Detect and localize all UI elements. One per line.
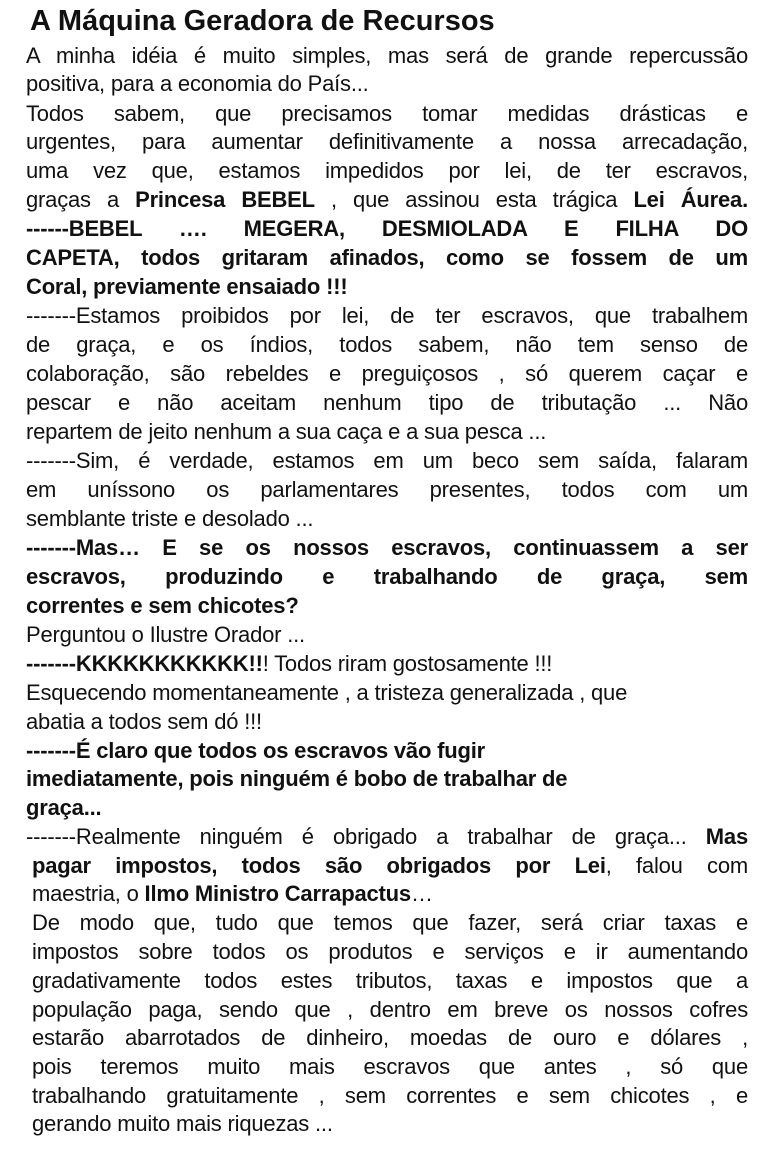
text-line: de graça, e os índios, todos sabem, não tem senso de — [26, 332, 748, 357]
text-line: A minha idéia é muito simples, mas será de grande repercussão — [26, 43, 748, 68]
text-line: -------Sim, é verdade, estamos em um beco sem saída, falaram — [26, 448, 748, 473]
text-line: trabalhando gratuitamente , sem correntes e sem chicotes , e — [32, 1083, 748, 1108]
bold-run: -------KKKKKKKKKKK!! — [26, 651, 263, 676]
text-line: -------Estamos proibidos por lei, de ter escravos, que trabalhem — [26, 303, 748, 328]
text-line: colaboração, são rebeldes e preguiçosos , só querem caçar e — [26, 361, 748, 386]
text-line: imediatamente, pois ninguém é bobo de trabalhar de — [26, 766, 568, 791]
text-line: gerando muito mais riquezas ... — [32, 1111, 333, 1136]
text-line: positiva, para a economia do País... — [26, 71, 369, 96]
text-line: Perguntou o Ilustre Orador ... — [26, 622, 305, 647]
page-title: A Máquina Geradora de Recursos — [30, 5, 495, 37]
text-line — [32, 880, 748, 908]
text-line — [26, 186, 748, 214]
text-line: ------BEBEL …. MEGERA, DESMIOLADA E FILHA DO — [26, 216, 748, 241]
bold-run: Princesa BEBEL — [135, 187, 315, 212]
text-run: -------Realmente ninguém é obrigado a trabalhar de graça... — [26, 824, 706, 849]
text-run: … — [410, 881, 433, 906]
bold-run: Ilmo Ministro Carrapactus — [144, 881, 411, 906]
text-run: , que assinou esta trágica — [314, 187, 634, 212]
text-run: maestria, o — [32, 881, 145, 906]
text-line: impostos sobre todos os produtos e serviços e ir aumentando — [32, 939, 748, 964]
text-line: CAPETA, todos gritaram afinados, como se fossem de um — [26, 245, 748, 270]
text-line — [26, 650, 748, 678]
text-line: estarão abarrotados de dinheiro, moedas de ouro e dólares , — [32, 1025, 748, 1050]
text-line: população paga, sendo que , dentro em breve os nossos cofres — [32, 997, 748, 1022]
text-line: correntes e sem chicotes? — [26, 593, 299, 618]
bold-run: Lei Áurea. — [633, 187, 749, 212]
text-run: , falou com — [605, 853, 748, 878]
text-line: pois teremos muito mais escravos que antes , só que — [32, 1054, 748, 1079]
text-line: gradativamente todos estes tributos, taxas e impostos que a — [32, 968, 748, 993]
text-line: Esquecendo momentaneamente , a tristeza generalizada , que — [26, 680, 628, 705]
text-line: Coral, previamente ensaiado !!! — [26, 274, 348, 299]
text-line: uma vez que, estamos impedidos por lei, de ter escravos, — [26, 158, 748, 183]
text-line: urgentes, para aumentar definitivamente a nossa arrecadação, — [26, 129, 748, 154]
text-run: ! Todos riram gostosamente !!! — [262, 651, 553, 676]
text-line: De modo que, tudo que temos que fazer, será criar taxas e — [32, 910, 748, 935]
text-run: graças a — [26, 187, 136, 212]
text-line: abatia a todos sem dó !!! — [26, 709, 262, 734]
text-line — [32, 852, 748, 880]
text-line: em uníssono os parlamentares presentes, todos com um — [26, 477, 748, 502]
text-line: graça... — [26, 795, 102, 820]
bold-run: pagar impostos, todos são obrigados por Lei — [32, 853, 606, 878]
text-line — [26, 823, 748, 851]
text-line: pescar e não aceitam nenhum tipo de tributação ... Não — [26, 390, 748, 415]
text-line: semblante triste e desolado ... — [26, 506, 314, 531]
text-line: Todos sabem, que precisamos tomar medidas drásticas e — [26, 101, 748, 126]
text-line: repartem de jeito nenhum a sua caça e a sua pesca ... — [26, 419, 547, 444]
text-line: -------Mas… E se os nossos escravos, continuassem a ser — [26, 535, 748, 560]
bold-run: Mas — [705, 824, 748, 849]
text-line: escravos, produzindo e trabalhando de graça, sem — [26, 564, 748, 589]
text-line: -------É claro que todos os escravos vão fugir — [26, 738, 485, 763]
